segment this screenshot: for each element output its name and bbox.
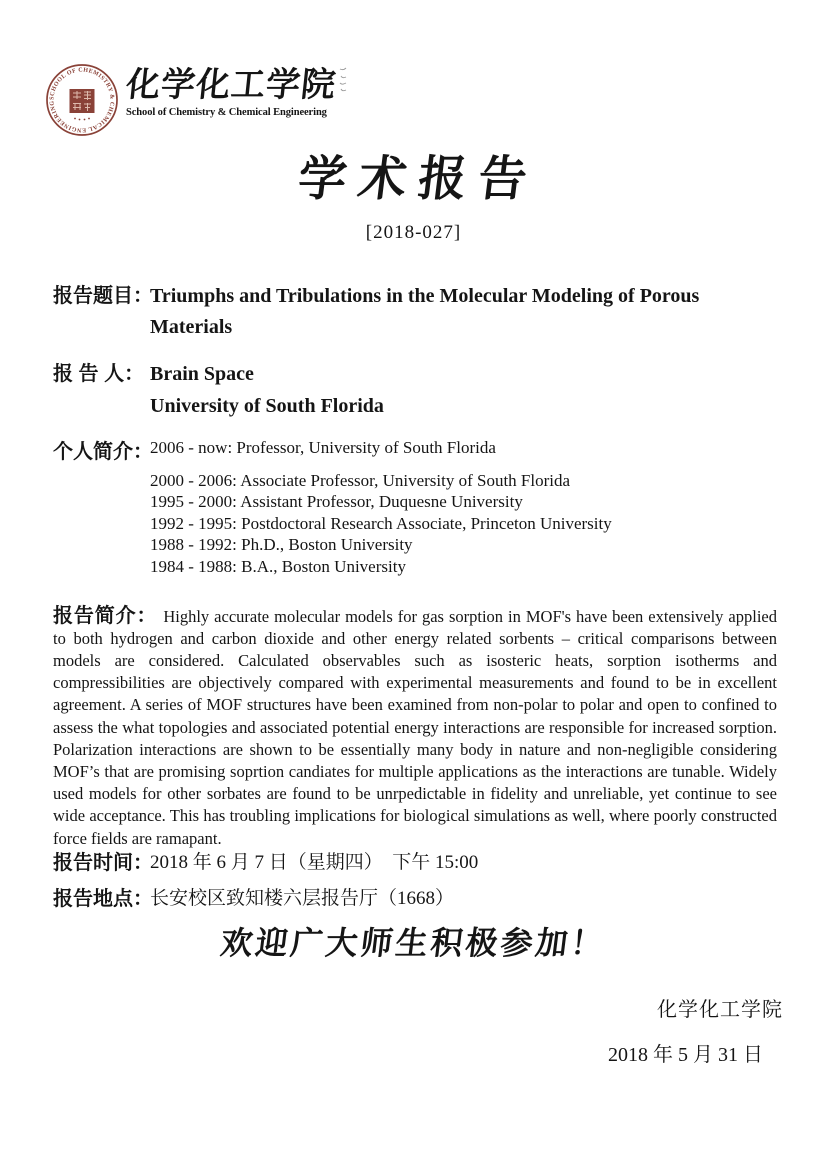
speaker-row xyxy=(53,359,777,421)
bio-entry: 2000 - 2006: Associate Professor, University of South Florida xyxy=(150,470,571,490)
location-value: 长安校区致知楼六层报告厅（1668） xyxy=(150,888,455,909)
speaker-affiliation: University of South Florida xyxy=(150,395,384,417)
school-name-block xyxy=(126,62,348,119)
calligrapher-signature-mark xyxy=(338,66,348,94)
time-label: 报告时间： xyxy=(53,852,153,874)
speaker-name: Brain Space xyxy=(150,363,254,385)
school-name-cn: 化学化工学院 xyxy=(124,67,338,104)
topic-row xyxy=(53,281,777,343)
bio-entry: 1984 - 1988: B.A., Boston University xyxy=(150,556,406,576)
bio-entry: 1995 - 2000: Assistant Professor, Duquesne University xyxy=(150,492,523,511)
abstract-paragraph xyxy=(53,605,777,850)
school-seal-icon xyxy=(44,62,120,138)
speaker-label: 报 告 人： xyxy=(53,363,145,385)
topic-label: 报告题目： xyxy=(53,285,153,307)
bio-label: 个人简介： xyxy=(53,441,153,463)
abstract-text: Highly accurate molecular models for gas sorption in MOF's have been extensively applied to both hydrogen and carbon dioxide and other energy related sorbents – critical comparisons between models are considered. Calculated observables such as isosteric heats, sorption isotherms and compressibilities are objectively compared with experimental measurements and found to be in excellent agreement. A series of MOF structures have been examined from non-polar to polar and open to confined to assess the what topologies and associated potential energy interactions are responsible for increased sorption. Polarization interactions are shown to be essentially many body in nature and non-negligible considering MOF’s that are promising soprtion candiates for multiple applications as the interactions are tunable. Widely used models for other sorbates are found to be unrpedictable in fidelity and unreliable, yet continue to see wide acceptance. This has troubling implications for biological simulations as well, where poorly constructed force fields are ramapant. xyxy=(53,606,777,848)
welcome-banner: 欢迎广大师生积极参加！ xyxy=(218,925,608,961)
bio-row xyxy=(53,437,777,577)
time-row xyxy=(53,848,777,878)
topic-value: Triumphs and Tribulations in the Molecular Modeling of Porous Materials xyxy=(150,285,700,338)
abstract-label: 报告简介： xyxy=(53,604,158,627)
location-row xyxy=(53,884,777,914)
page-title: 学术报告 xyxy=(295,153,543,206)
serial-number: [2018-027] xyxy=(365,222,462,243)
location-label: 报告地点： xyxy=(53,888,153,910)
school-header xyxy=(44,62,348,138)
school-name-en: School of Chemistry & Chemical Engineering xyxy=(126,107,327,118)
seal-ring-text: SCHOOL OF CHEMISTRY & CHEMICAL ENGINEERING xyxy=(49,67,115,133)
time-value: 2018 年 6 月 7 日（星期四） 下午 15:00 xyxy=(150,852,479,873)
bio-entry: 2006 - now: Professor, University of South Florida xyxy=(150,438,496,457)
bio-entry: 1992 - 1995: Postdoctoral Research Associate, Princeton University xyxy=(150,513,612,533)
bio-entry: 1988 - 1992: Ph.D., Boston University xyxy=(150,535,413,554)
footer-date: 2018 年 5 月 31 日 xyxy=(608,1044,763,1066)
footer-signature: 化学化工学院 xyxy=(657,999,783,1021)
bio-entries xyxy=(150,437,612,577)
